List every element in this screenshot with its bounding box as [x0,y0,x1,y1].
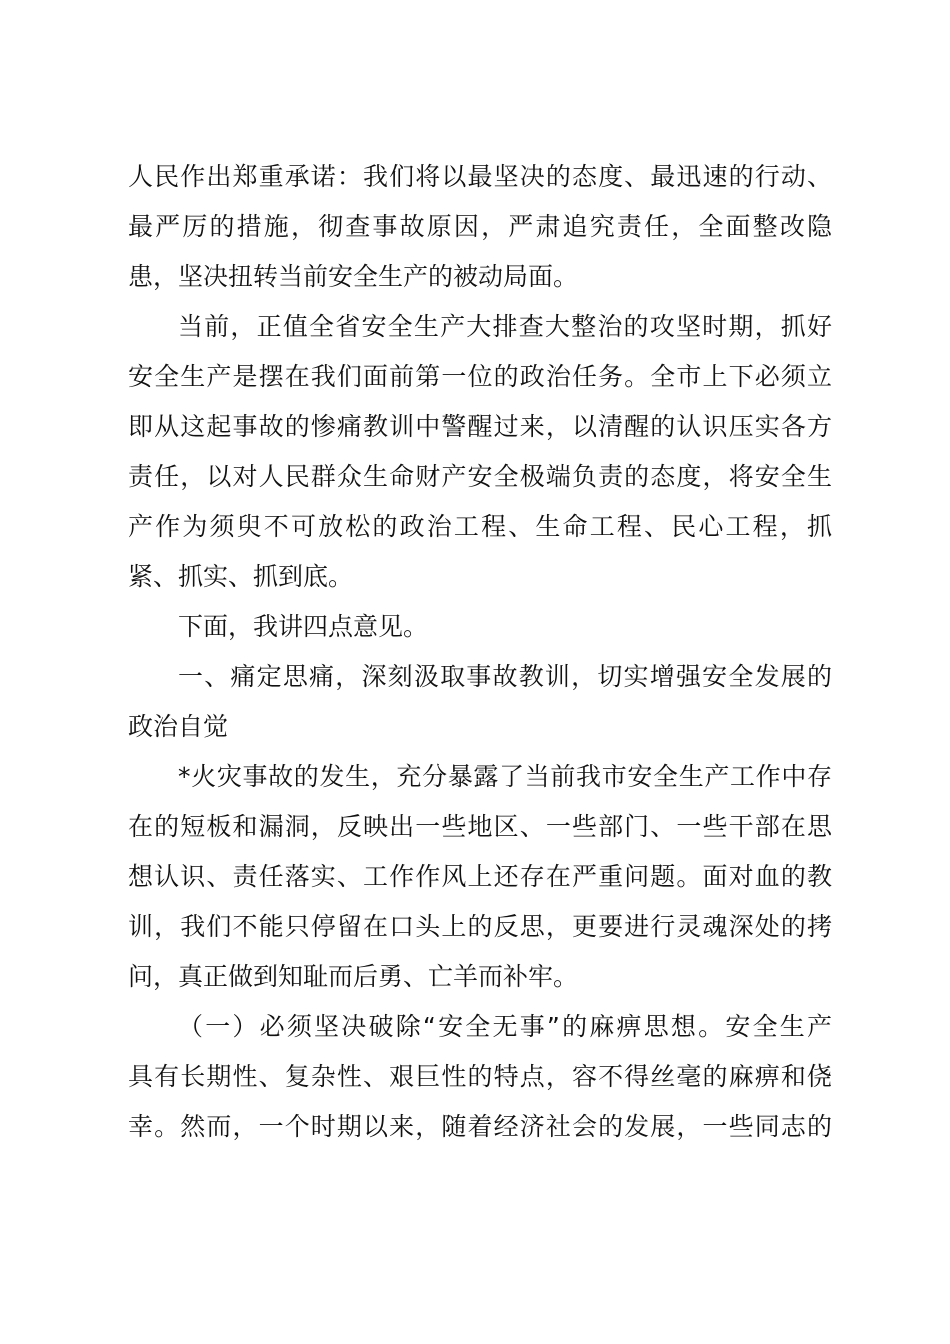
text-line: 紧、抓实、抓到底。 [128,562,354,591]
text-line: 人民作出郑重承诺：我们将以最坚决的态度、最迅速的行动、 [128,162,832,191]
text-line: 最严厉的措施，彻查事故原因，严肃追究责任，全面整改隐 [128,212,832,241]
paragraph-start-line: *火灾事故的发生，充分暴露了当前我市安全生产工作中存 [178,762,832,791]
paragraph-start-line: （一）必须坚决破除“安全无事”的麻痹思想。安全生产 [178,1012,832,1041]
section-heading-line: 一、痛定思痛，深刻汲取事故教训，切实增强安全发展的 [178,662,832,691]
paragraph-start-line: 当前，正值全省安全生产大排查大整治的攻坚时期，抓好 [178,312,832,341]
text-line: 即从这起事故的惨痛教训中警醒过来，以清醒的认识压实各方 [128,412,832,441]
text-line: 具有长期性、复杂性、艰巨性的特点，容不得丝毫的麻痹和侥 [128,1062,832,1091]
text-line: 产作为须臾不可放松的政治工程、生命工程、民心工程，抓 [128,512,832,541]
text-line: 在的短板和漏洞，反映出一些地区、一些部门、一些干部在思 [128,812,832,841]
text-line: 患，坚决扭转当前安全生产的被动局面。 [128,262,579,291]
text-line: 责任，以对人民群众生命财产安全极端负责的态度，将安全生 [128,462,832,491]
text-line: 训，我们不能只停留在口头上的反思，更要进行灵魂深处的拷 [128,912,832,941]
paragraph-start-line: 下面，我讲四点意见。 [178,612,429,641]
text-line: 想认识、责任落实、工作作风上还存在严重问题。面对血的教 [128,862,832,891]
text-line: 幸。然而，一个时期以来，随着经济社会的发展，一些同志的 [128,1112,832,1141]
text-line: 安全生产是摆在我们面前第一位的政治任务。全市上下必须立 [128,362,832,391]
text-line: 问，真正做到知耻而后勇、亡羊而补牢。 [128,962,579,991]
document-body [128,152,832,1152]
section-heading-line: 政治自觉 [128,712,229,741]
